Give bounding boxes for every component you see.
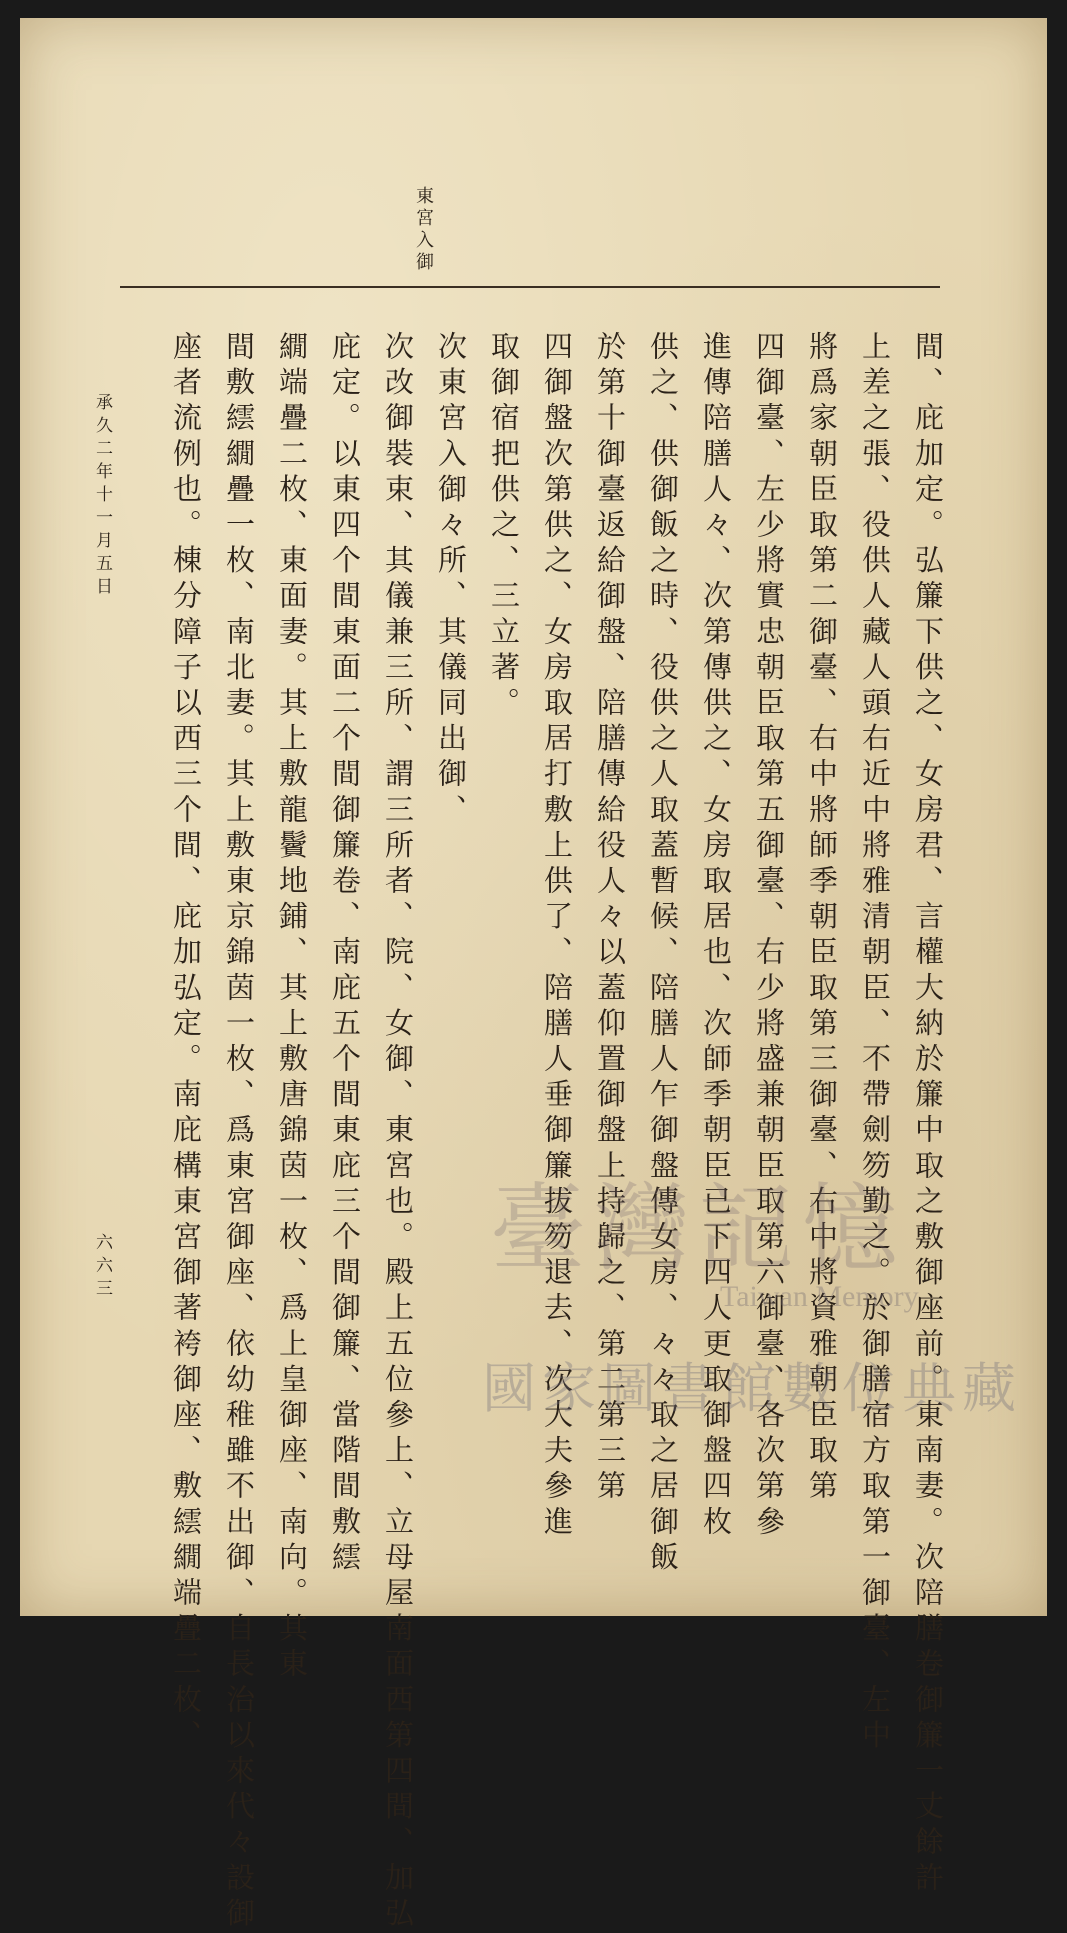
watermark-logo: 臺灣記憶 xyxy=(490,1173,906,1285)
text-column: 間、庇加定。弘簾下供之、女房君、言權大納於簾中取之敷御座前。東南妻。次陪膳卷御簾一丈餘許 xyxy=(911,331,945,1898)
page-number: 六六三 xyxy=(92,1233,112,1302)
text-column: 庇定。以東四个間東面二个間御簾卷、南庇五个間東庇三个間御簾、當階間敷繧 xyxy=(328,331,362,1577)
header-rule xyxy=(120,286,940,288)
text-column: 繝端疊二枚、東面妻。其上敷龍鬢地鋪、其上敷唐錦茵一枚、爲上皇御座、南向。其東 xyxy=(275,331,309,1684)
text-column: 次改御裝束、其儀兼三所、謂三所者、院、女御、東宮也。殿上五位參上、立母屋南面西第四間、加弘 xyxy=(381,331,415,1933)
text-column: 四御臺、左少將實忠朝臣取第五御臺、右少將盛兼朝臣取第六御臺、各次第參 xyxy=(752,331,786,1542)
running-head-title: 東宮入御 xyxy=(413,186,434,274)
watermark-library: 國家圖書館數位典藏 xyxy=(482,1357,1022,1420)
text-column: 進傳陪膳人々、次第傳供之、女房取居也、次師季朝臣已下四人更取御盤四枚 xyxy=(699,331,733,1542)
text-column: 於第十御臺返給御盤、陪膳傳給役人々以蓋仰置御盤上持歸之、第二第三第 xyxy=(593,331,627,1506)
text-column: 上差之張、役供人藏人頭右近中將雅清朝臣、不帶劍笏勤之。於御膳宿方取第一御臺、左中 xyxy=(858,331,892,1755)
book-page xyxy=(20,18,1047,1933)
watermark-english: Taiwan Memory xyxy=(720,1280,919,1313)
text-column: 供之、供御飯之時、役供之人取蓋暫候、陪膳人乍御盤傳女房、々々取之居御飯 xyxy=(646,331,680,1577)
text-column: 次東宮入御々所、其儀同出御、 xyxy=(434,331,468,830)
document-date: 承久二年十一月五日 xyxy=(92,393,112,600)
text-column: 間敷繧繝疊一枚、南北妻。其上敷東京錦茵一枚、爲東宮御座、依幼稚雖不出御、自長治以來代々設御 xyxy=(222,331,256,1933)
text-column: 取御宿把供之、三立著。 xyxy=(487,331,521,723)
text-column: 將爲家朝臣取第二御臺、右中將師季朝臣取第三御臺、右中將資雅朝臣取第 xyxy=(805,331,839,1506)
text-column: 四御盤次第供之、女房取居打敷上供了、陪膳人垂御簾拔笏退去、次大夫參進 xyxy=(540,331,574,1542)
text-column: 座者流例也。棟分障子以西三个間、庇加弘定。南庇構東宮御著袴御座、敷繧繝端疊二枚、 xyxy=(169,331,203,1755)
